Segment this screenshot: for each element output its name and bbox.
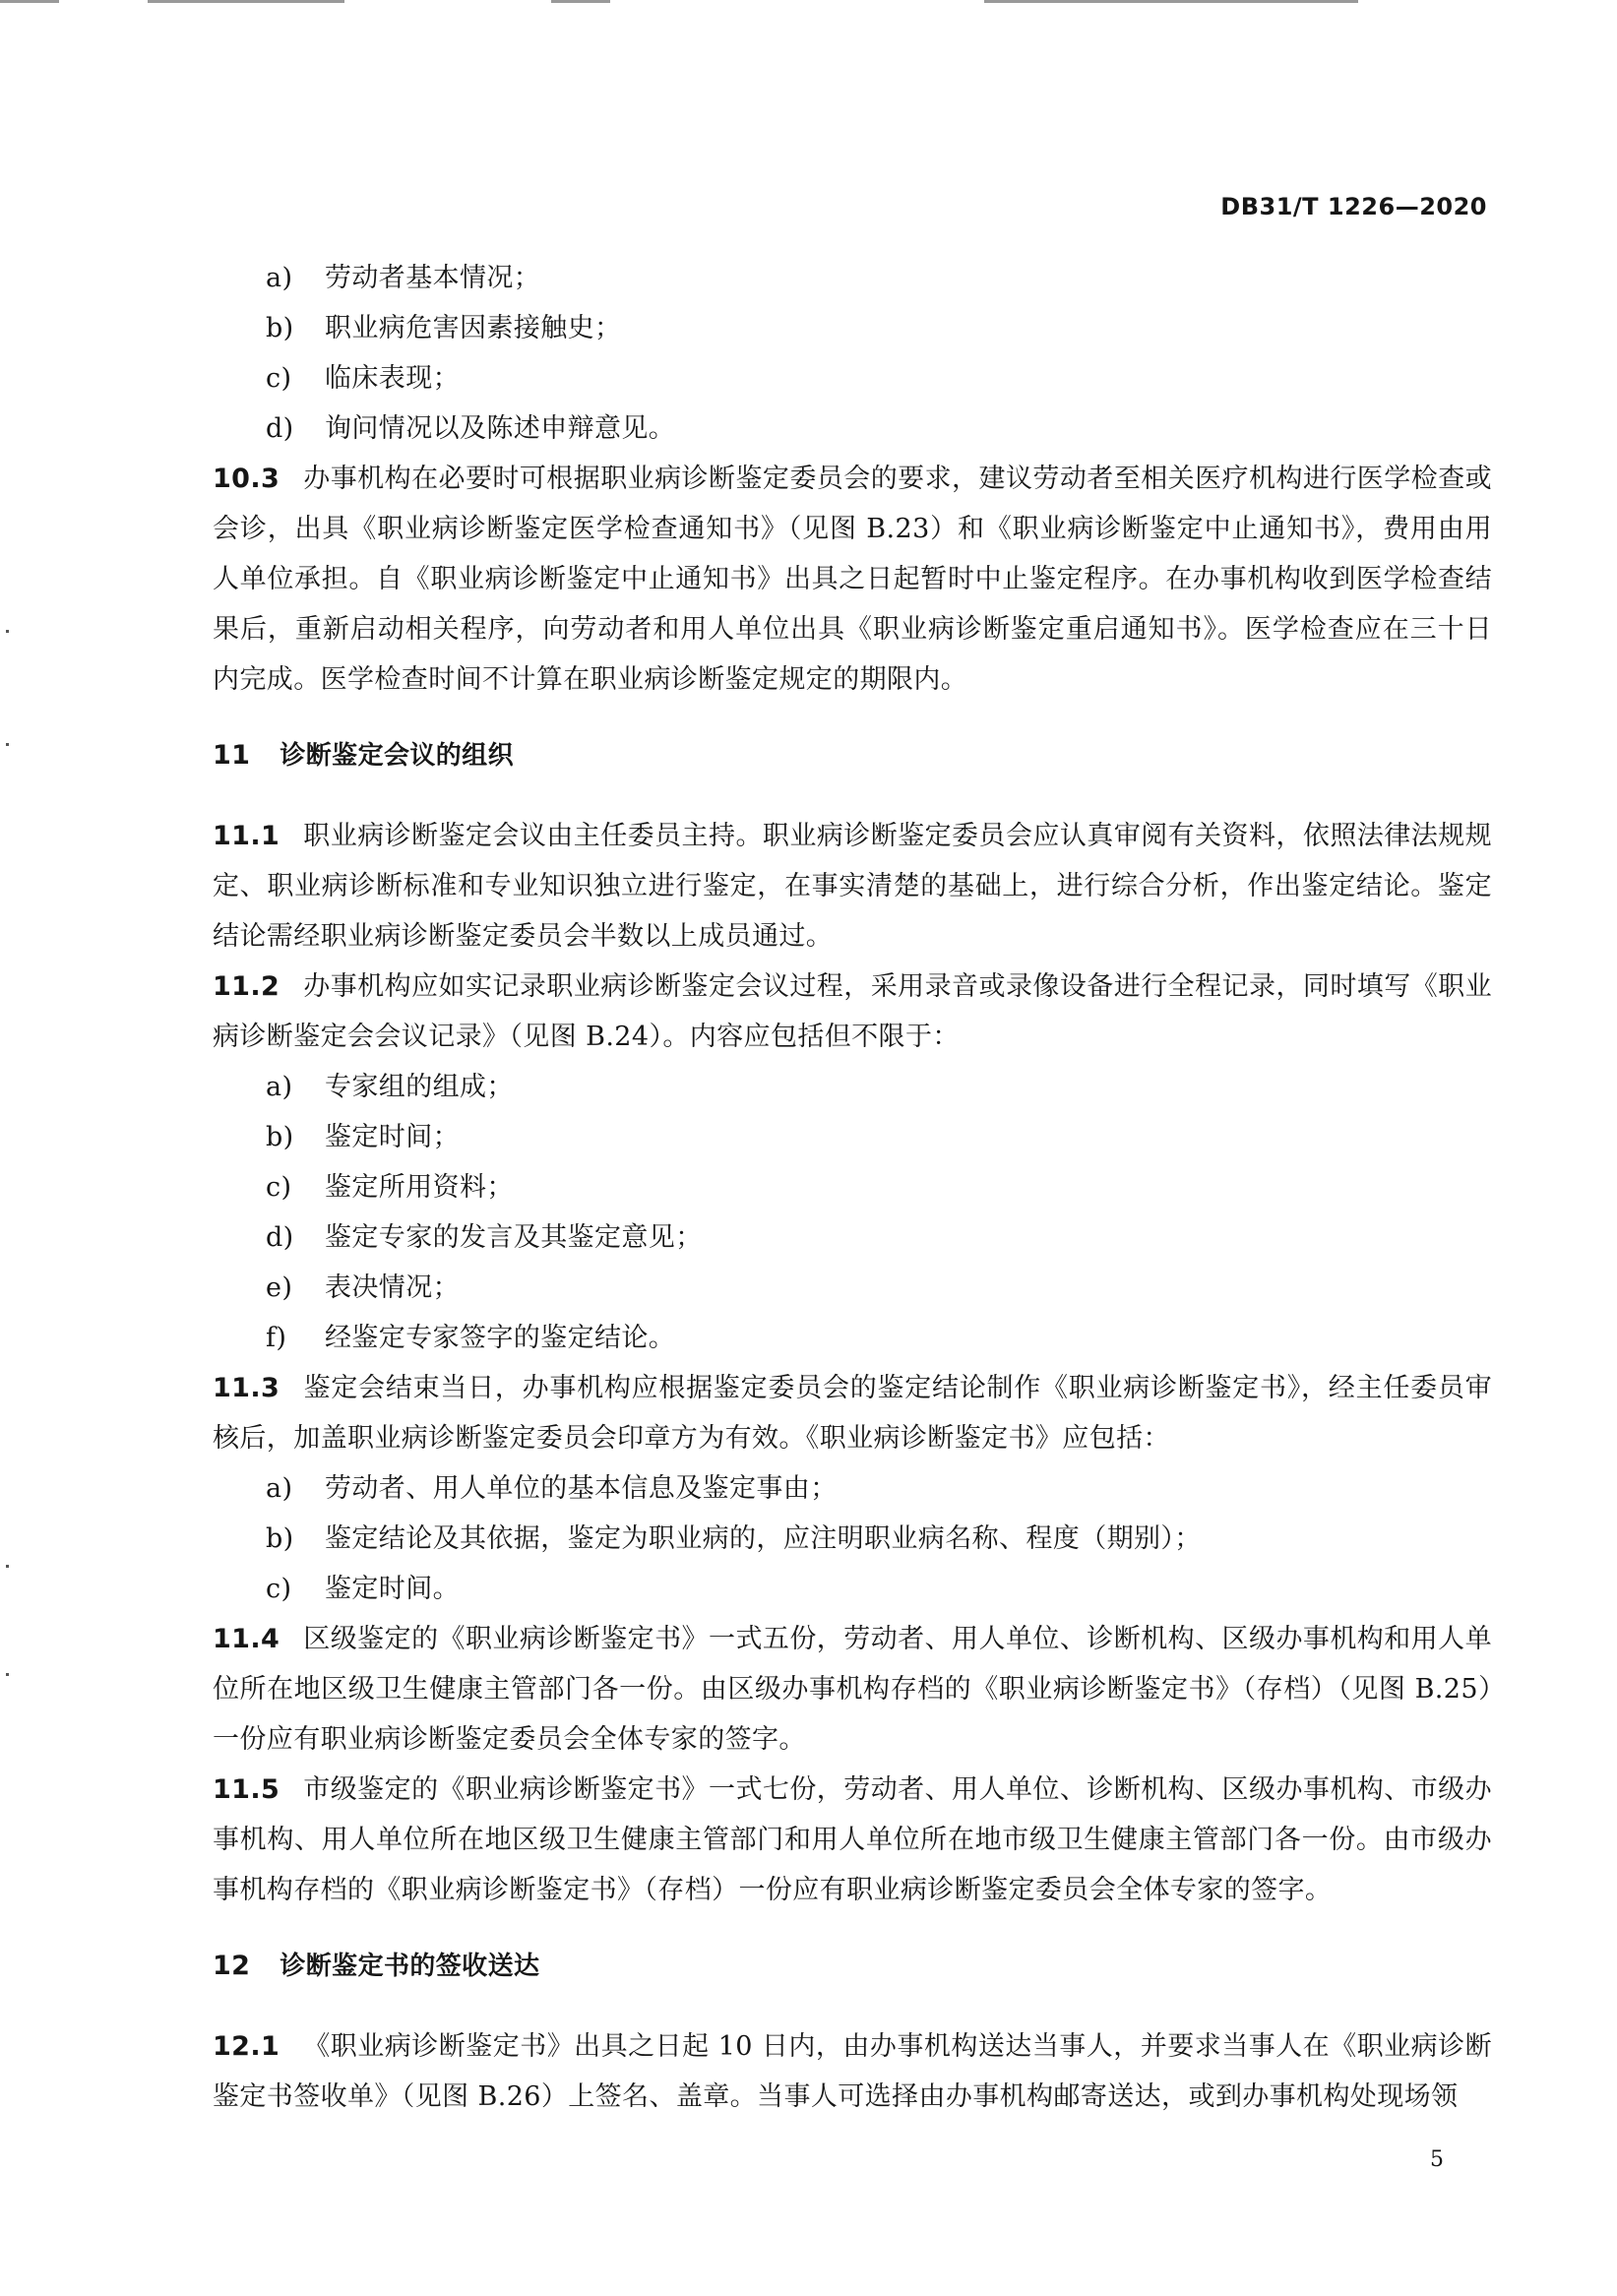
- clause-text: 市级鉴定的《职业病诊断鉴定书》一式七份，劳动者、用人单位、诊断机构、区级办事机构、市级办事机构、用人单位所在地区级卫生健康主管部门和用人单位所在地市级卫生健康主管部门各一份。由市级办事机构存档的《职业病诊断鉴定书》（存档）一份应有职业病诊断鉴定委员会全体专家的签字。: [213, 1774, 1492, 1905]
- clause-number: 11.4: [213, 1624, 280, 1654]
- scan-edge-mark: [148, 0, 344, 3]
- list-item: b) 鉴定时间；: [266, 1122, 460, 1152]
- scan-dot: [6, 630, 9, 633]
- section-heading-11: 11 诊断鉴定会议的组织: [213, 740, 514, 771]
- clause-text: 职业病诊断鉴定会议由主任委员主持。职业病诊断鉴定委员会应认真审阅有关资料，依照法律法规规定、职业病诊断标准和专业知识独立进行鉴定，在事实清楚的基础上，进行综合分析，作出鉴定结论。鉴定结论需经职业病诊断鉴定委员会半数以上成员通过。: [213, 821, 1492, 952]
- clause-number: 11.1: [213, 821, 280, 851]
- list-item: b) 鉴定结论及其依据，鉴定为职业病的，应注明职业病名称、程度（期别）；: [266, 1523, 1202, 1554]
- clause-text: 区级鉴定的《职业病诊断鉴定书》一式五份，劳动者、用人单位、诊断机构、区级办事机构和用人单位所在地区级卫生健康主管部门各一份。由区级办事机构存档的《职业病诊断鉴定书》（存档）（见图 B.25）一份应有职业病诊断鉴定委员会全体专家的签字。: [213, 1624, 1492, 1755]
- page-number: 5: [1430, 2147, 1444, 2172]
- scan-edge-mark: [984, 0, 1358, 3]
- standard-code: DB31/T 1226—2020: [1220, 193, 1487, 220]
- clause-11-4: [213, 1614, 1492, 1765]
- clause-text: 办事机构在必要时可根据职业病诊断鉴定委员会的要求，建议劳动者至相关医疗机构进行医学检查或会诊，出具《职业病诊断鉴定医学检查通知书》（见图 B.23）和《职业病诊断鉴定中止通知书》，费用由用人单位承担。自《职业病诊断鉴定中止通知书》出具之日起暂时中止鉴定程序。在办事机构收到医学检查结果后，重新启动相关程序，向劳动者和用人单位出具《职业病诊断鉴定重启通知书》。医学检查应在三十日内完成。医学检查时间不计算在职业病诊断鉴定规定的期限内。: [213, 464, 1492, 695]
- document-body: [213, 253, 1492, 2122]
- list-item: a) 劳动者、用人单位的基本信息及鉴定事由；: [266, 1473, 838, 1504]
- clause-11-1: [213, 811, 1492, 962]
- list-item: c) 鉴定所用资料；: [266, 1172, 514, 1203]
- list-item: f) 经鉴定专家签字的鉴定结论。: [266, 1323, 676, 1353]
- clause-number: 11.2: [213, 971, 280, 1002]
- clause-11-3-list: [213, 1463, 1492, 1614]
- clause-number: 12.1: [213, 2031, 280, 2062]
- clause-number: 10.3: [213, 464, 280, 494]
- section-10-2-list: [213, 253, 1492, 454]
- list-item: c) 鉴定时间。: [266, 1574, 460, 1604]
- section-heading-12: 12 诊断鉴定书的签收送达: [213, 1951, 540, 1981]
- clause-text: 鉴定会结束当日，办事机构应根据鉴定委员会的鉴定结论制作《职业病诊断鉴定书》，经主任委员审核后，加盖职业病诊断鉴定委员会印章方为有效。《职业病诊断鉴定书》应包括：: [213, 1373, 1492, 1454]
- scan-edge-mark: [551, 0, 610, 3]
- clause-11-2-list: [213, 1062, 1492, 1363]
- clause-10-3: [213, 454, 1492, 705]
- clause-text: 《职业病诊断鉴定书》出具之日起 10 日内，由办事机构送达当事人，并要求当事人在《职业病诊断鉴定书签收单》（见图 B.26）上签名、盖章。当事人可选择由办事机构邮寄送达，或到办事机构处现场领: [213, 2031, 1492, 2112]
- clause-12-1: [213, 2021, 1492, 2122]
- clause-11-3: [213, 1363, 1492, 1463]
- list-item: e) 表决情况；: [266, 1272, 460, 1303]
- clause-number: 11.3: [213, 1373, 280, 1403]
- list-item: d) 鉴定专家的发言及其鉴定意见；: [266, 1222, 703, 1253]
- clause-11-5: [213, 1765, 1492, 1915]
- clause-number: 11.5: [213, 1774, 280, 1805]
- scan-edge-mark: [0, 0, 59, 3]
- scan-dot: [6, 743, 9, 746]
- clause-11-2: [213, 962, 1492, 1062]
- scan-dot: [6, 1565, 9, 1568]
- list-item: a) 专家组的组成；: [266, 1072, 514, 1102]
- list-item: c) 临床表现；: [266, 363, 460, 394]
- list-item: b) 职业病危害因素接触史；: [266, 313, 622, 343]
- list-item: a) 劳动者基本情况；: [266, 263, 541, 293]
- scan-dot: [6, 1673, 9, 1676]
- list-item: d) 询问情况以及陈述申辩意见。: [266, 413, 676, 444]
- clause-text: 办事机构应如实记录职业病诊断鉴定会议过程，采用录音或录像设备进行全程记录，同时填写《职业病诊断鉴定会会议记录》（见图 B.24）。内容应包括但不限于：: [213, 971, 1492, 1052]
